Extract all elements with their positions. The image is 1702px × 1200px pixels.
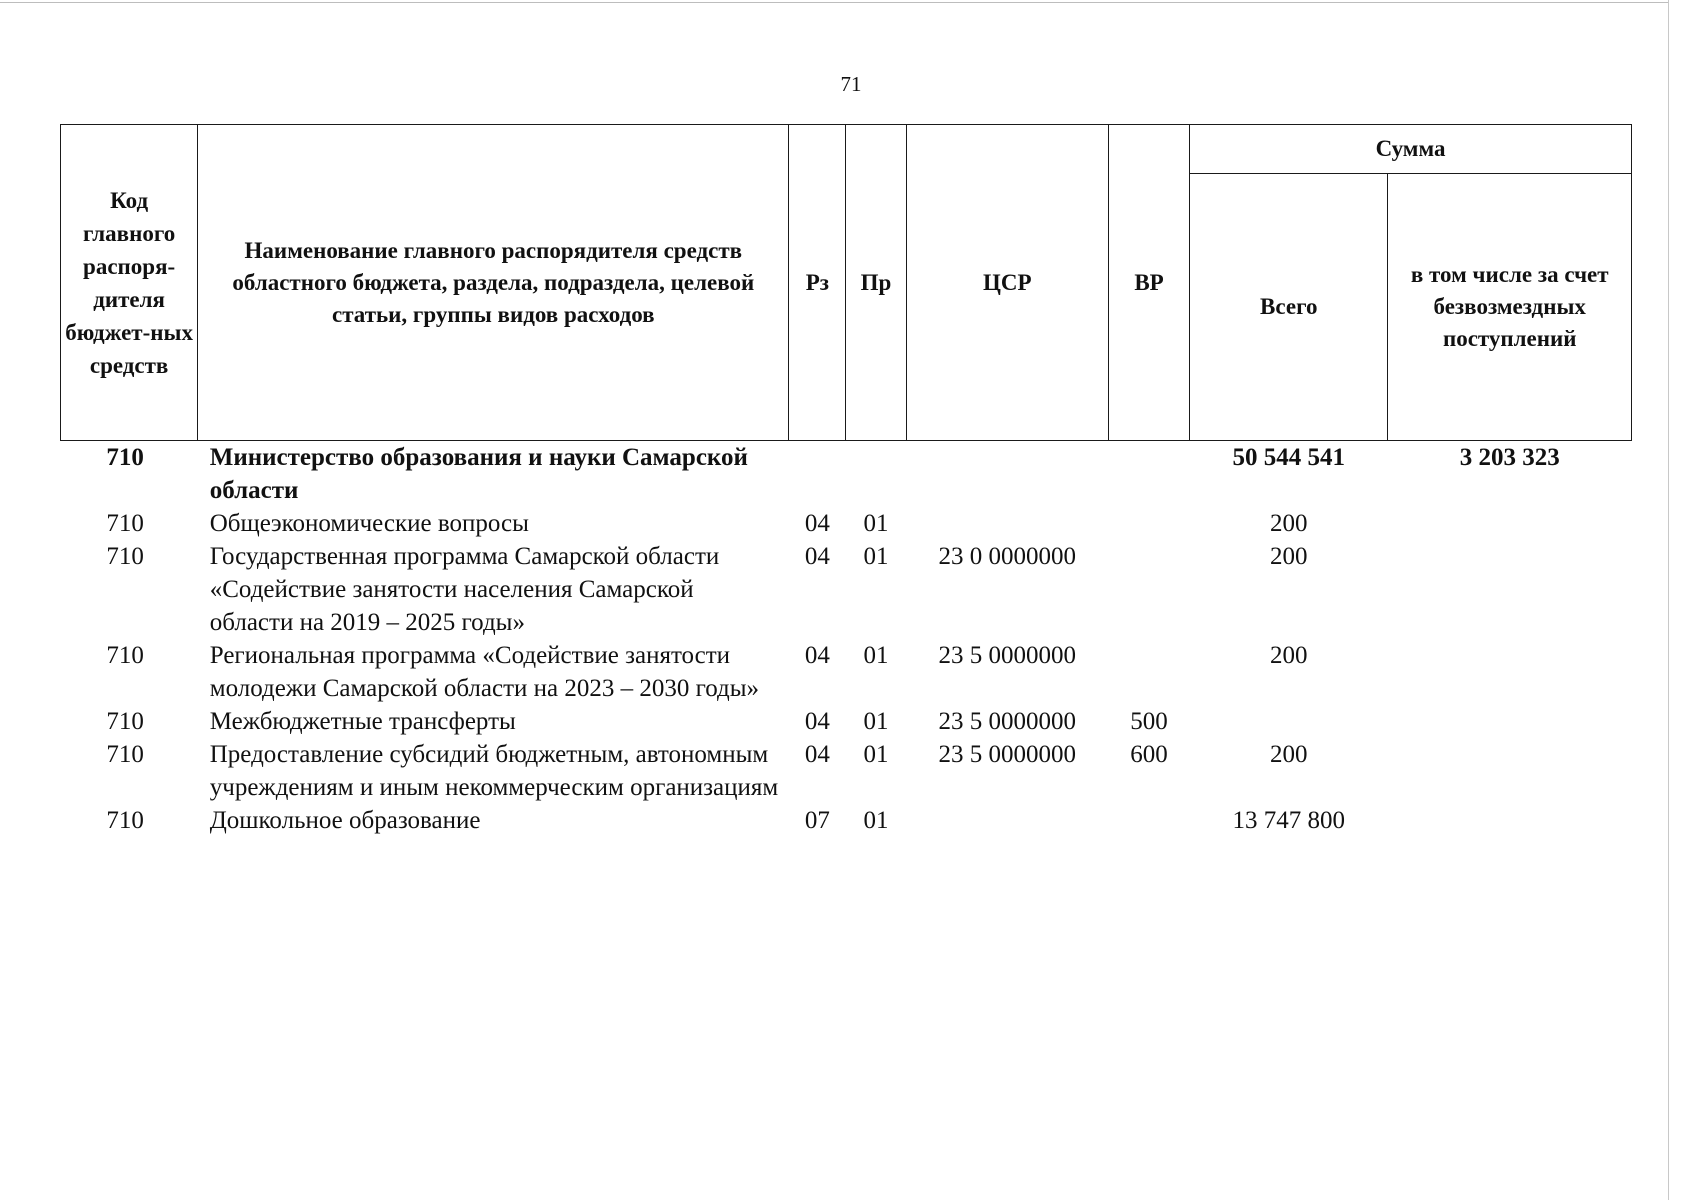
cell-grat [1388,540,1632,639]
cell-total [1190,705,1388,738]
table-row [61,441,1632,508]
cell-grat [1388,507,1632,540]
cell-name: Дошкольное образование [209,807,481,834]
cell-pr: 01 [863,741,889,768]
table-row [61,540,1632,639]
header-vr: ВР [1108,125,1189,441]
cell-grat [1388,804,1632,837]
cell-vr [1108,804,1189,837]
cell-total: 200 [1270,510,1308,537]
cell-pr [846,441,906,508]
cell-code: 710 [106,543,144,570]
cell-pr: 01 [863,510,889,537]
cell-csr: 23 0 0000000 [938,543,1076,570]
cell-name: Межбюджетные трансферты [209,708,516,735]
table-row [61,639,1632,705]
cell-grat [1388,738,1632,804]
cell-total: 200 [1270,543,1308,570]
cell-vr: 500 [1130,708,1168,735]
cell-name: Министерство образования и науки Самарской области [209,444,748,504]
cell-vr: 600 [1130,741,1168,768]
cell-name: Общеэкономические вопросы [209,510,529,537]
header-code: Код главного распоря-дителя бюджет-ных средств [61,125,198,441]
cell-csr [906,507,1108,540]
cell-csr [906,804,1108,837]
header-total: Всего [1190,174,1388,441]
cell-total: 13 747 800 [1232,807,1346,834]
cell-rz: 04 [804,642,830,669]
cell-code: 710 [106,642,144,669]
header-csr: ЦСР [906,125,1108,441]
cell-rz: 04 [804,741,830,768]
cell-code: 710 [106,510,144,537]
cell-rz: 04 [804,708,830,735]
cell-pr: 01 [863,708,889,735]
header-rz: Рз [789,125,846,441]
cell-name: Государственная программа Самарской области «Содействие занятости населения Самарской области на 2019 – 2025 годы» [209,543,720,636]
table-row [61,738,1632,804]
cell-csr: 23 5 0000000 [938,741,1076,768]
header-pr: Пр [846,125,906,441]
cell-name: Региональная программа «Содействие занятости молодежи Самарской области на 2023 – 2030 годы» [209,642,760,702]
cell-csr: 23 5 0000000 [938,708,1076,735]
cell-name: Предоставление субсидий бюджетным, автономным учреждениям и иным некоммерческим организациям [209,741,779,801]
cell-grat: 3 203 323 [1459,444,1560,471]
cell-total: 50 544 541 [1232,444,1346,471]
cell-pr: 01 [863,807,889,834]
cell-code: 710 [106,741,144,768]
header-grat: в том числе за счет безвозмездных поступлений [1388,174,1632,441]
header-sum: Сумма [1190,125,1632,174]
table-row [61,705,1632,738]
cell-rz [789,441,846,508]
scan-edge-top [0,2,1668,3]
cell-rz: 07 [804,807,830,834]
cell-vr [1108,540,1189,639]
cell-grat [1388,705,1632,738]
cell-total: 200 [1270,642,1308,669]
cell-vr [1108,639,1189,705]
cell-rz: 04 [804,510,830,537]
cell-code: 710 [106,444,144,471]
cell-pr: 01 [863,642,889,669]
header-name: Наименование главного распорядителя средств областного бюджета, раздела, подраздела, целевой статьи, группы видов расходов [198,125,789,441]
table-row [61,507,1632,540]
cell-code: 710 [106,708,144,735]
table-row [61,804,1632,837]
page-number: 71 [840,72,862,96]
cell-vr [1108,507,1189,540]
cell-csr: 23 5 0000000 [938,642,1076,669]
cell-grat [1388,639,1632,705]
cell-vr [1108,441,1189,508]
cell-rz: 04 [804,543,830,570]
scan-edge-right [1668,0,1669,1200]
cell-pr: 01 [863,543,889,570]
cell-code: 710 [106,807,144,834]
cell-csr [906,441,1108,508]
budget-table [60,124,1632,837]
cell-total: 200 [1270,741,1308,768]
